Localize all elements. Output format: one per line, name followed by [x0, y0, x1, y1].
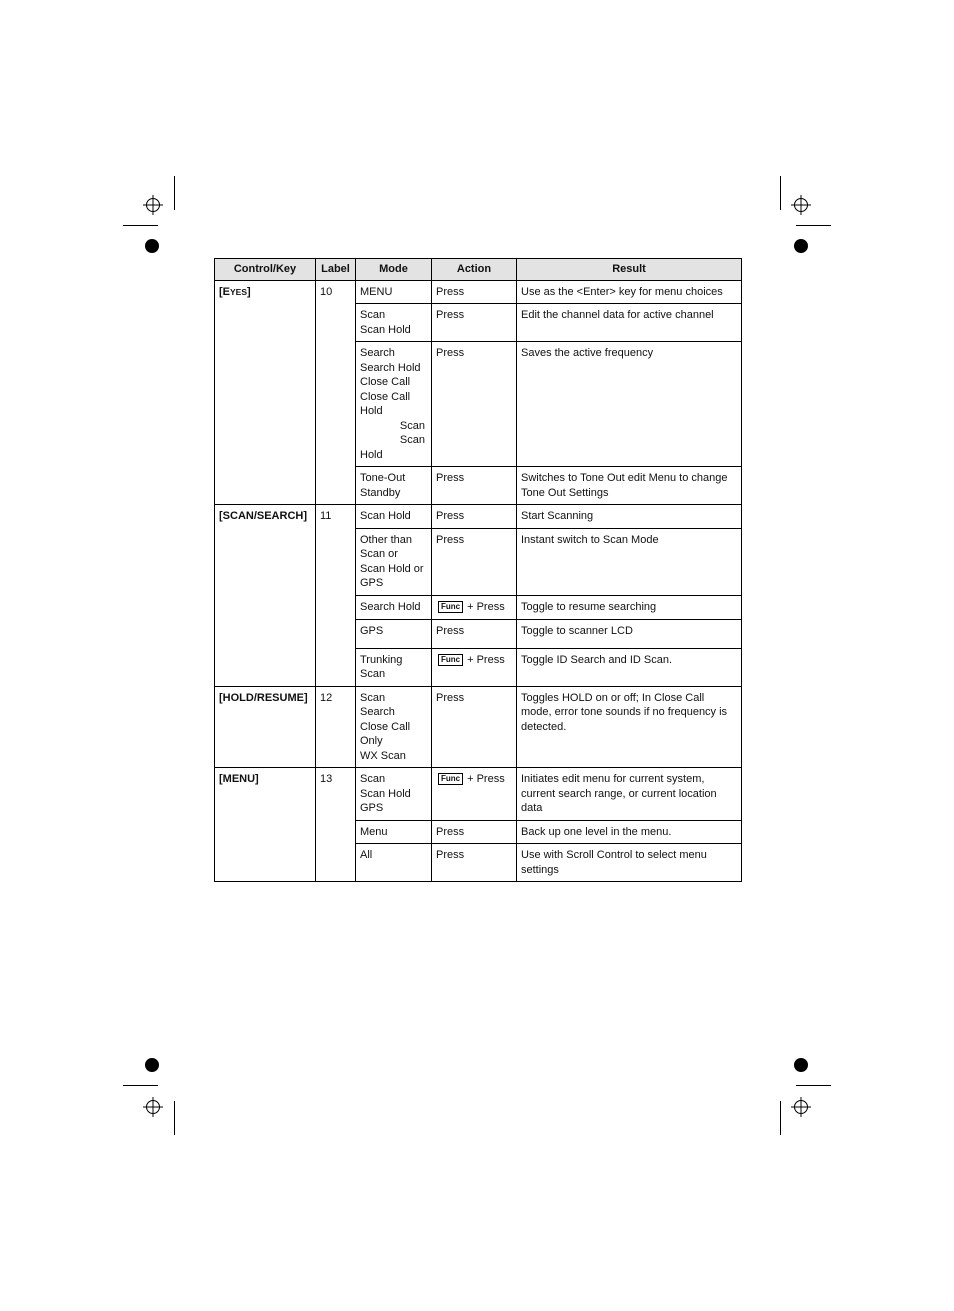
- mode-cell: Scan Hold: [356, 505, 432, 529]
- control-key-eyes: [215, 280, 316, 505]
- action-cell: Press: [432, 304, 517, 342]
- action-text: + Press: [467, 600, 505, 613]
- result-cell: Toggle to scanner LCD: [517, 619, 742, 648]
- crop-line: [123, 225, 158, 226]
- action-cell: [432, 595, 517, 619]
- action-cell: Press: [432, 619, 517, 648]
- registration-dot-icon: [794, 1058, 808, 1072]
- action-cell: [432, 768, 517, 821]
- control-text: [E: [219, 285, 230, 298]
- mode-text: Hold: [360, 448, 383, 461]
- mode-cell: Scan Scan Hold: [356, 304, 432, 342]
- crop-line: [780, 176, 781, 210]
- mode-cell: Scan Scan Hold GPS: [356, 768, 432, 821]
- header-mode: Mode: [356, 259, 432, 281]
- table-row: [215, 505, 742, 529]
- crosshair-icon: [143, 195, 163, 215]
- action-cell: Press: [432, 844, 517, 882]
- result-cell: Switches to Tone Out edit Menu to change Tone Out Settings: [517, 467, 742, 505]
- action-cell: Press: [432, 467, 517, 505]
- result-cell: Instant switch to Scan Mode: [517, 528, 742, 595]
- label-number: 11: [316, 505, 356, 687]
- mode-cell: Search Hold: [356, 595, 432, 619]
- crosshair-icon: [143, 1097, 163, 1117]
- result-cell: Toggles HOLD on or off; In Close Call mode, error tone sounds if no frequency is detected.: [517, 686, 742, 768]
- action-cell: Press: [432, 505, 517, 529]
- mode-text: Scan: [399, 434, 425, 446]
- result-cell: Initiates edit menu for current system, current search range, or current location data: [517, 768, 742, 821]
- action-text: + Press: [467, 653, 505, 666]
- table-row: [215, 768, 742, 821]
- action-text: + Press: [467, 773, 505, 785]
- crop-line: [174, 176, 175, 210]
- func-key-icon: Func: [438, 654, 463, 666]
- header-label: Label: [316, 259, 356, 281]
- registration-dot-icon: [145, 1058, 159, 1072]
- result-cell: Use as the <Enter> key for menu choices: [517, 280, 742, 304]
- crop-line: [780, 1101, 781, 1135]
- result-cell: Toggle ID Search and ID Scan.: [517, 648, 742, 686]
- mode-cell: Scan Search Close Call Only WX Scan: [356, 686, 432, 768]
- mode-text: Scan: [399, 419, 425, 432]
- control-key-hold-resume: [HOLD/RESUME]: [215, 686, 316, 768]
- action-cell: Press: [432, 686, 517, 768]
- result-cell: Saves the active frequency: [517, 342, 742, 467]
- crop-line: [796, 1085, 831, 1086]
- mode-cell: Tone-Out Standby: [356, 467, 432, 505]
- registration-dot-icon: [145, 239, 159, 253]
- control-text-small-caps: YES: [230, 286, 248, 297]
- header-control-key: Control/Key: [215, 259, 316, 281]
- crop-line: [796, 225, 831, 226]
- control-key-menu: [MENU]: [215, 768, 316, 882]
- mode-cell: GPS: [356, 619, 432, 648]
- result-cell: Back up one level in the menu.: [517, 820, 742, 844]
- crop-line: [123, 1085, 158, 1086]
- mode-cell: [356, 342, 432, 467]
- action-cell: Press: [432, 820, 517, 844]
- label-number: 13: [316, 768, 356, 882]
- controls-table: [214, 258, 742, 882]
- mode-cell: Menu: [356, 820, 432, 844]
- result-cell: Edit the channel data for active channel: [517, 304, 742, 342]
- table-row: [215, 280, 742, 304]
- crosshair-icon: [791, 195, 811, 215]
- mode-text: Search Search Hold Close Call Close Call Hold: [360, 347, 421, 417]
- action-cell: [432, 648, 517, 686]
- registration-dot-icon: [794, 239, 808, 253]
- action-cell: Press: [432, 342, 517, 467]
- mode-cell: MENU: [356, 280, 432, 304]
- func-key-icon: Func: [438, 601, 463, 613]
- control-key-scan-search: [SCAN/SEARCH]: [215, 505, 316, 687]
- mode-cell: Trunking Scan: [356, 648, 432, 686]
- header-result: Result: [517, 259, 742, 281]
- mode-cell: All: [356, 844, 432, 882]
- table-header-row: [215, 259, 742, 281]
- crosshair-icon: [791, 1097, 811, 1117]
- table-row: [215, 686, 742, 768]
- result-cell: Use with Scroll Control to select menu settings: [517, 844, 742, 882]
- label-number: 12: [316, 686, 356, 768]
- header-action: Action: [432, 259, 517, 281]
- control-text: ]: [247, 285, 251, 298]
- label-number: 10: [316, 280, 356, 505]
- func-key-icon: Func: [438, 773, 463, 785]
- mode-cell: Other than Scan or Scan Hold or GPS: [356, 528, 432, 595]
- result-cell: Start Scanning: [517, 505, 742, 529]
- crop-line: [174, 1101, 175, 1135]
- action-cell: Press: [432, 280, 517, 304]
- action-cell: Press: [432, 528, 517, 595]
- result-cell: Toggle to resume searching: [517, 595, 742, 619]
